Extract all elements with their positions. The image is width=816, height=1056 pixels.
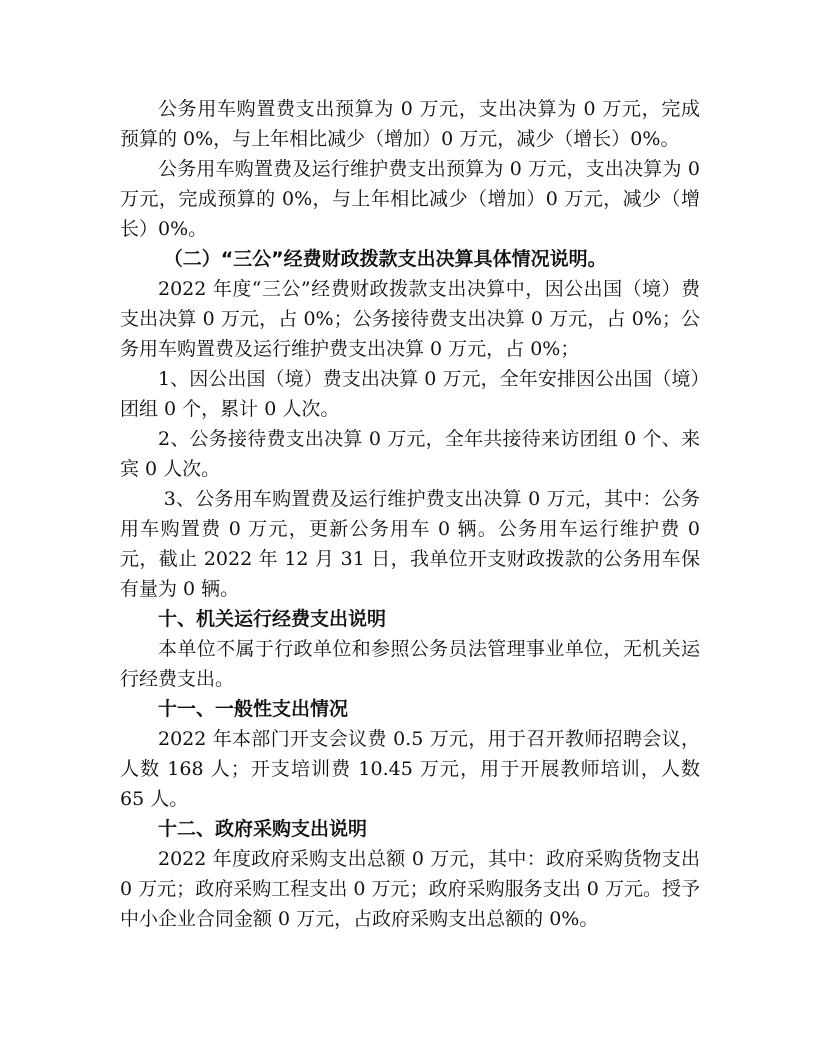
paragraph-vehicle-purchase-maintenance: 公务用车购置费及运行维护费支出预算为 0 万元，支出决算为 0 万元，完成预算的 0%，与上年相比减少（增加）0 万元，减少（增长）0%。 xyxy=(120,158,700,240)
document-body xyxy=(120,94,700,934)
paragraph-operating-expenses: 本单位不属于行政单位和参照公务员法管理事业单位，无机关运行经费支出。 xyxy=(120,638,700,690)
paragraph-government-procurement: 2022 年度政府采购支出总额 0 万元，其中：政府采购货物支出 0 万元；政府采购工程支出 0 万元；政府采购服务支出 0 万元。授予中小企业合同金额 0 万元，占政府采购支出总额的 0%。 xyxy=(120,848,700,930)
heading-government-procurement: 十二、政府采购支出说明 xyxy=(158,818,368,840)
paragraph-vehicle-costs: 3、公务用车购置费及运行维护费支出决算 0 万元，其中：公务用车购置费 0 万元，更新公务用车 0 辆。公务用车运行维护费 0 元，截止 2022 年 12 月 31 日，我单位开支财政拨款的公务用车保有量为 0 辆。 xyxy=(120,488,700,600)
paragraph-three-public-summary: 2022 年度“三公”经费财政拨款支出决算中，因公出国（境）费支出决算 0 万元，占 0%；公务接待费支出决算 0 万元，占 0%；公务用车购置费及运行维护费支出决算 0 万元，占 0%； xyxy=(120,278,700,360)
paragraph-overseas-travel: 1、因公出国（境）费支出决算 0 万元，全年安排因公出国（境）团组 0 个，累计 0 人次。 xyxy=(120,368,700,420)
heading-operating-expenses: 十、机关运行经费支出说明 xyxy=(158,608,387,630)
paragraph-general-expenditure: 2022 年本部门开支会议费 0.5 万元，用于召开教师招聘会议，人数 168 人；开支培训费 10.45 万元，用于开展教师培训，人数 65 人。 xyxy=(120,728,700,810)
heading-general-expenditure: 十一、一般性支出情况 xyxy=(158,698,349,720)
paragraph-reception: 2、公务接待费支出决算 0 万元，全年共接待来访团组 0 个、来宾 0 人次。 xyxy=(120,428,700,480)
paragraph-vehicle-purchase: 公务用车购置费支出预算为 0 万元，支出决算为 0 万元，完成预算的 0%，与上年相比减少（增加）0 万元，减少（增长）0%。 xyxy=(120,98,700,150)
heading-three-public-details: （二）“三公”经费财政拨款支出决算具体情况说明。 xyxy=(163,248,607,270)
